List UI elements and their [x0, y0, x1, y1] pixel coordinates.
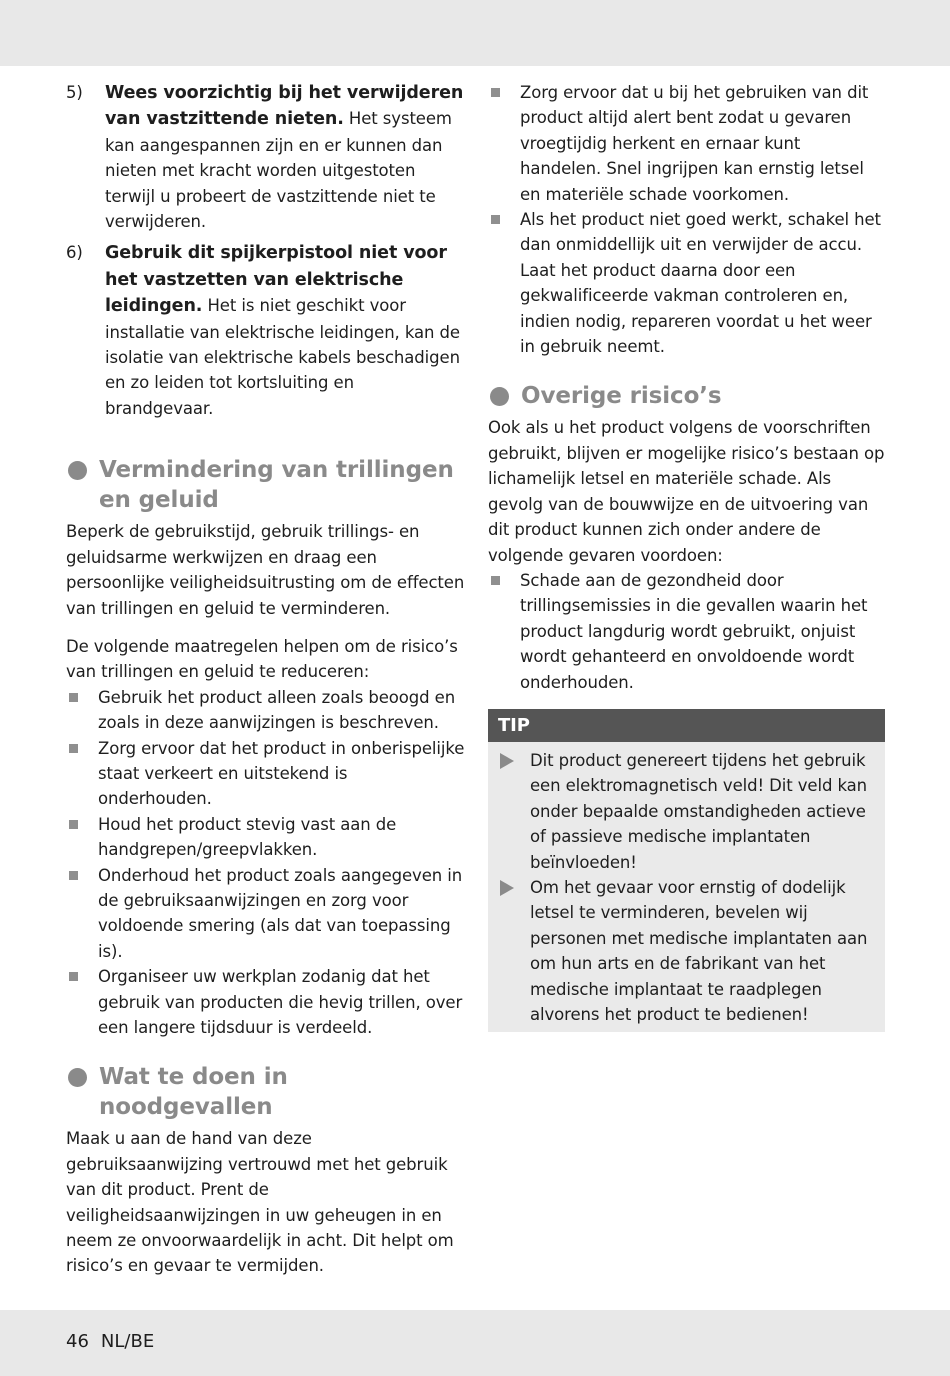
tip-list: [488, 742, 885, 1032]
item-bold-lead: Gebruik dit spijkerpistool niet voor het vastzetten van elektrische leidingen.: [105, 243, 447, 317]
list-item: [66, 964, 466, 1040]
page-number: 46: [66, 1331, 89, 1352]
square-bullet-icon: [491, 88, 500, 97]
item-number: 6): [66, 243, 83, 263]
item-body: Het is niet geschikt voor installatie van elektrische leidingen, kan de isolatie van elektrische kabels beschadigen en zo leiden tot kortsluiting en brandgevaar.: [105, 296, 460, 418]
list-item: [66, 863, 466, 965]
list-item: [488, 207, 885, 359]
numbered-item-6: [66, 240, 466, 421]
bullet-list: [488, 80, 885, 359]
heading-text: Overige risico’s: [521, 383, 722, 410]
list-item: [488, 568, 885, 695]
item-bold-lead: Wees voorzichtig bij het verwijderen van vastzittende nieten.: [105, 83, 464, 130]
triangle-bullet-icon: [500, 753, 514, 769]
tip-item-text: Om het gevaar voor ernstig of dodelijk letsel te verminderen, bevelen wij personen met medische implantaten aan om hun arts en de fabrikant van het medische implantaat te raadplegen alvorens het product te bedienen!: [530, 877, 868, 1024]
list-item-text: Zorg ervoor dat u bij het gebruiken van dit product altijd alert bent zodat u gevaren vroegtijdig herkent en ernaar kunt handelen. Snel ingrijpen kan ernstig letsel en materiële schade voorkomen.: [520, 83, 869, 204]
paragraph: Beperk de gebruikstijd, gebruik trillings- en geluidsarme werkwijzen en draag een persoonlijke veiligheidsuitrusting om de effecten van trillingen en geluid te verminderen.: [66, 522, 465, 618]
square-bullet-icon: [69, 693, 78, 702]
paragraph: Ook als u het product volgens de voorschriften gebruikt, blijven er mogelijke risico’s bestaan op lichamelijk letsel en materiële schade. Als gevolg van de bouwwijze en de uitvoering van dit product kunnen zich onder andere de volgende gevaren voordoen:: [488, 418, 885, 565]
bullet-circle-icon: [68, 461, 87, 480]
list-item: [66, 812, 466, 863]
list-item-text: Als het product niet goed werkt, schakel het dan onmiddellijk uit en verwijder de accu. Laat het product daarna door een gekwalificeerde vakman controleren en, indien nodig, repareren voordat u het weer in gebruik neemt.: [520, 210, 881, 357]
tip-item: [498, 875, 875, 1027]
item-text: [105, 80, 466, 234]
square-bullet-icon: [491, 215, 500, 224]
square-bullet-icon: [69, 972, 78, 981]
left-column: [66, 80, 466, 1279]
right-column: [488, 80, 885, 1032]
numbered-item-5: [66, 80, 466, 234]
tip-label: TIP: [488, 709, 885, 742]
item-body: Het systeem kan aangespannen zijn en er kunnen dan nieten met kracht worden uitgestoten terwijl u probeert de vastzittende niet te verwijderen.: [105, 109, 452, 232]
tip-box: [488, 709, 885, 1032]
list-item-text: Schade aan de gezondheid door trillingsemissies in die gevallen waarin het product langdurig wordt gebruikt, onjuist wordt gehanteerd en onvoldoende wordt onderhouden.: [520, 570, 868, 692]
paragraph: Maak u aan de hand van deze gebruiksaanwijzing vertrouwd met het gebruik van dit product. Prent de veiligheidsaanwijzingen in uw geheugen in en neem ze onvoorwaardelijk in acht. Dit helpt om risico’s en gevaar te vermijden.: [66, 1129, 454, 1276]
square-bullet-icon: [69, 820, 78, 829]
tip-item: [498, 748, 875, 875]
square-bullet-icon: [69, 744, 78, 753]
list-item-text: Houd het product stevig vast aan de handgrepen/greepvlakken.: [98, 814, 397, 860]
item-number: 5): [66, 83, 83, 102]
bullet-list: [488, 568, 885, 695]
bullet-list: [66, 685, 466, 1041]
paragraph: De volgende maatregelen helpen om de risico’s van trillingen en geluid te reduceren:: [66, 636, 458, 682]
section-heading-overige-risicos: [488, 381, 885, 411]
list-item-text: Gebruik het product alleen zoals beoogd en zoals in deze aanwijzingen is beschreven.: [98, 687, 456, 733]
tip-item-text: Dit product genereert tijdens het gebruik een elektromagnetisch veld! Dit veld kan onder bepaalde omstandigheden actieve of passieve medische implantaten beïnvloeden!: [530, 750, 868, 872]
list-item-text: Onderhoud het product zoals aangegeven in de gebruiksaanwijzingen en zorg voor voldoende smering (als dat van toepassing is).: [98, 865, 463, 961]
list-item: [66, 736, 466, 812]
section-heading-noodgevallen: [66, 1062, 466, 1122]
item-text: [105, 240, 466, 421]
heading-text: Wat te doen in noodgevallen: [99, 1064, 288, 1121]
bullet-circle-icon: [490, 387, 509, 406]
list-item-text: Zorg ervoor dat het product in onberispelijke staat verkeert en uitstekend is onderhouden.: [98, 738, 465, 809]
square-bullet-icon: [491, 576, 500, 585]
bullet-circle-icon: [68, 1068, 87, 1087]
list-item: [488, 80, 885, 207]
page-footer: [66, 1331, 154, 1352]
locale-label: NL/BE: [100, 1331, 155, 1352]
top-band: [0, 0, 950, 66]
list-item-text: Organiseer uw werkplan zodanig dat het gebruik van producten die hevig trillen, over een langere tijdsduur is verdeeld.: [98, 967, 463, 1037]
square-bullet-icon: [69, 871, 78, 880]
section-heading-trillingen: [66, 455, 466, 515]
list-item: [66, 685, 466, 736]
triangle-bullet-icon: [500, 880, 514, 896]
heading-text: Vermindering van trillingen en geluid: [99, 457, 454, 514]
